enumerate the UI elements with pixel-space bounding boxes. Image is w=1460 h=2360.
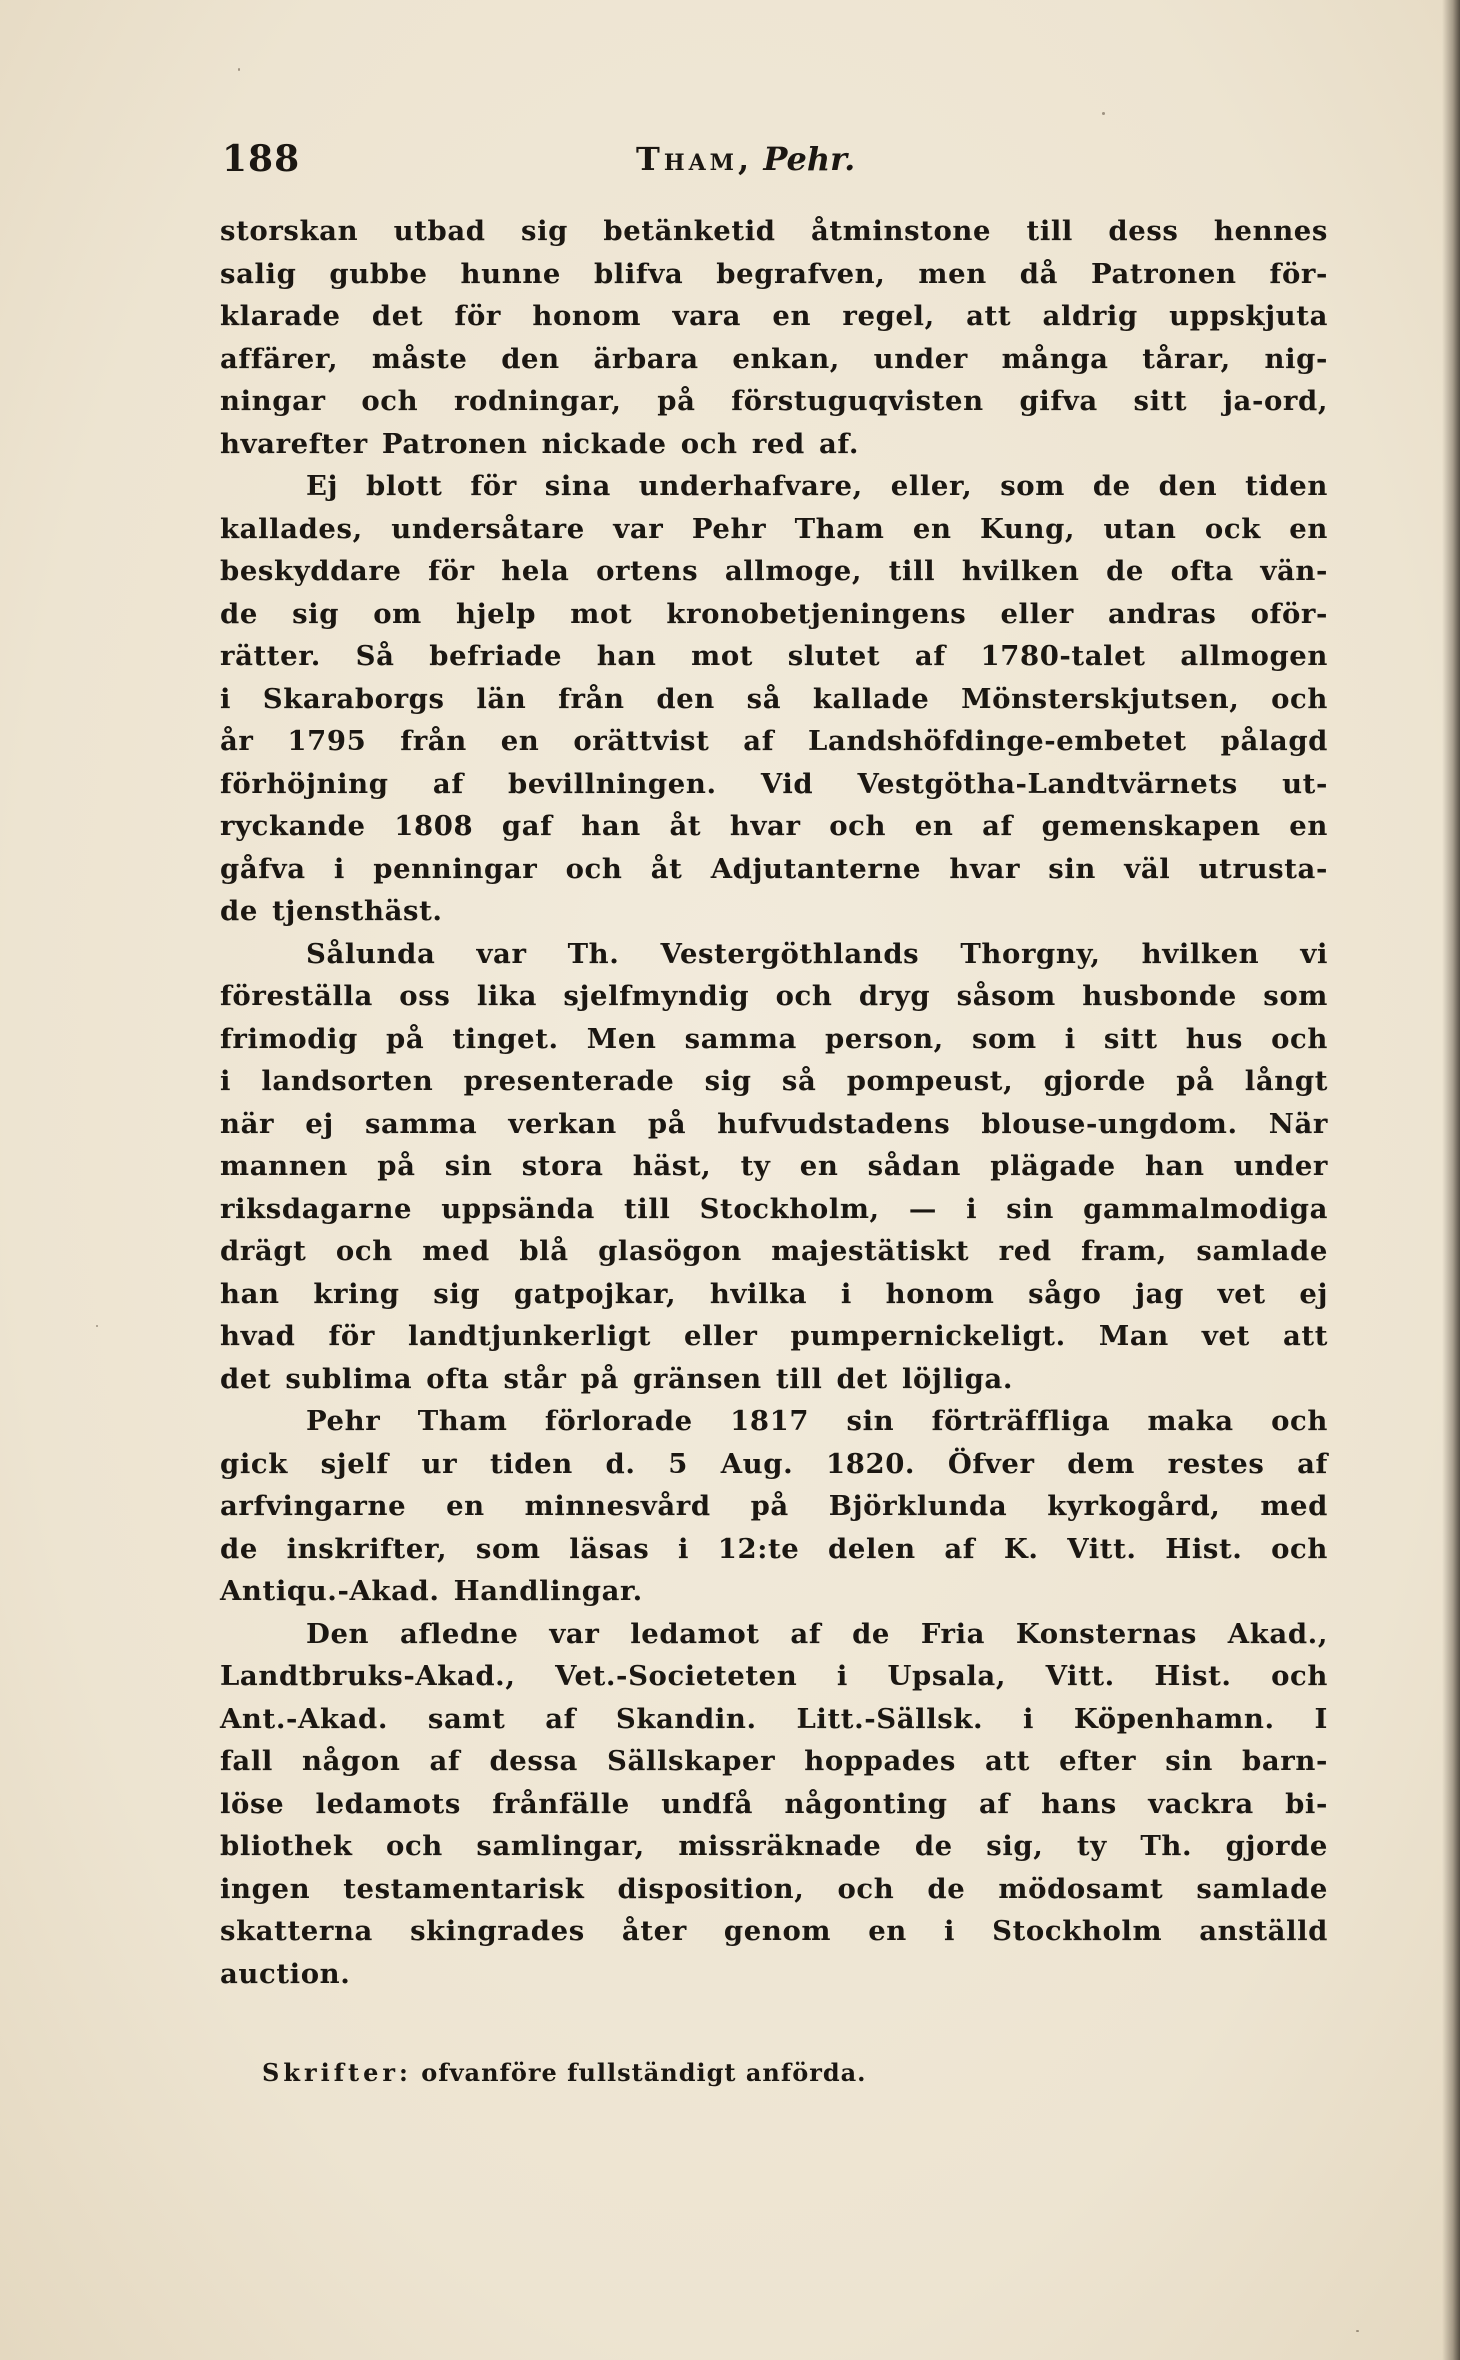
text-line: i Skaraborgs län från den så kallade Mönsterskjutsen, och xyxy=(220,682,1328,715)
page-header xyxy=(222,138,1332,188)
text-line: storskan utbad sig betänketid åtminstone till dess hennes xyxy=(220,215,1328,247)
text-line: förhöjning af bevillningen. Vid Vestgötha-Landtvärnets ut- xyxy=(220,767,1328,800)
running-head xyxy=(636,140,855,178)
text-line: frimodig på tinget. Men samma person, som i sitt hus och xyxy=(220,1022,1328,1055)
text-line: klarade det för honom vara en regel, att aldrig uppskjuta xyxy=(220,300,1328,332)
text-line: i landsorten presenterade sig så pompeust, gjorde på långt xyxy=(220,1065,1328,1097)
text-line: arfvingarne en minnesvård på Björklunda kyrkogård, med xyxy=(220,1490,1328,1522)
paper-speck xyxy=(1102,112,1105,115)
paragraph-start: Sålunda var Th. Vestergöthlands Thorgny, hvilken vi xyxy=(306,937,1328,970)
paper-speck xyxy=(238,68,240,71)
text-line: salig gubbe hunne blifva begrafven, men då Patronen för- xyxy=(220,257,1328,290)
text-line: kallades, undersåtare var Pehr Tham en Kung, utan ock en xyxy=(220,512,1328,545)
sources-label: Skrifter: xyxy=(262,2058,412,2087)
text-line: år 1795 från en orättvist af Landshöfdinge-embetet pålagd xyxy=(220,725,1328,757)
text-line: hvad för landtjunkerligt eller pumpernickeligt. Man vet att xyxy=(220,1320,1328,1352)
page-edge-shadow xyxy=(1442,0,1460,2360)
text-line: riksdagarne uppsända till Stockholm, — i sin gammalmodiga xyxy=(220,1192,1328,1225)
paragraph-start: Pehr Tham förlorade 1817 sin förträffliga maka och xyxy=(306,1405,1328,1437)
text-line: ningar och rodningar, på förstuguqvisten gifva sitt ja-ord, xyxy=(220,385,1328,417)
text-line: skatterna skingrades åter genom en i Stockholm anställd xyxy=(220,1915,1328,1947)
text-line: de inskrifter, som läsas i 12:te delen af K. Vitt. Hist. och xyxy=(220,1532,1328,1565)
text-line: det sublima ofta står på gränsen till det löjliga. xyxy=(220,1362,1013,1395)
text-line: ryckande 1808 gaf han åt hvar och en af gemenskapen en xyxy=(220,810,1328,842)
sources-text: ofvanföre fullständigt anförda. xyxy=(421,2058,867,2087)
paper-speck xyxy=(96,1325,98,1327)
paragraph-start: Den afledne var ledamot af de Fria Konsternas Akad., xyxy=(306,1617,1328,1650)
text-line: drägt och med blå glasögon majestätiskt red fram, samlade xyxy=(220,1235,1328,1267)
text-line: beskyddare för hela ortens allmoge, till hvilken de ofta vän- xyxy=(220,555,1328,587)
text-line: Landtbruks-Akad., Vet.-Societeten i Upsala, Vitt. Hist. och xyxy=(220,1660,1328,1692)
text-line: hvarefter Patronen nickade och red af. xyxy=(220,427,860,460)
text-line: auction. xyxy=(220,1957,351,1990)
text-line: gick sjelf ur tiden d. 5 Aug. 1820. Öfver dem restes af xyxy=(220,1447,1328,1480)
text-line: han kring sig gatpojkar, hvilka i honom sågo jag vet ej xyxy=(220,1277,1328,1310)
text-line: de tjensthäst. xyxy=(220,895,443,927)
text-line: rätter. Så befriade han mot slutet af 1780-talet allmogen xyxy=(220,640,1328,672)
text-line: bliothek och samlingar, missräknade de sig, ty Th. gjorde xyxy=(220,1830,1328,1862)
running-head-surname: Tham, xyxy=(636,140,754,178)
paper-speck xyxy=(1356,2330,1359,2332)
text-line: gåfva i penningar och åt Adjutanterne hvar sin väl utrusta- xyxy=(220,852,1328,885)
text-line: föreställa oss lika sjelfmyndig och dryg såsom husbonde som xyxy=(220,980,1328,1012)
text-line: löse ledamots frånfälle undfå någonting af hans vackra bi- xyxy=(220,1787,1328,1820)
text-line: när ej samma verkan på hufvudstadens blouse-ungdom. När xyxy=(220,1107,1328,1140)
paragraph-start: Ej blott för sina underhafvare, eller, som de den tiden xyxy=(306,470,1328,502)
page-number: 188 xyxy=(222,138,301,180)
text-line: mannen på sin stora häst, ty en sådan plägade han under xyxy=(220,1150,1328,1182)
text-line: Antiqu.-Akad. Handlingar. xyxy=(220,1575,643,1607)
body-text xyxy=(220,210,1328,1995)
text-line: fall någon af dessa Sällskaper hoppades att efter sin barn- xyxy=(220,1745,1328,1777)
text-line: affärer, måste den ärbara enkan, under många tårar, nig- xyxy=(220,342,1328,375)
text-line: ingen testamentarisk disposition, och de mödosamt samlade xyxy=(220,1872,1328,1905)
running-head-given-name: Pehr. xyxy=(763,140,856,178)
text-line: de sig om hjelp mot kronobetjeningens eller andras oför- xyxy=(220,597,1328,630)
sources-note xyxy=(262,2058,867,2087)
text-line: Ant.-Akad. samt af Skandin. Litt.-Sällsk. i Köpenhamn. I xyxy=(220,1702,1328,1735)
